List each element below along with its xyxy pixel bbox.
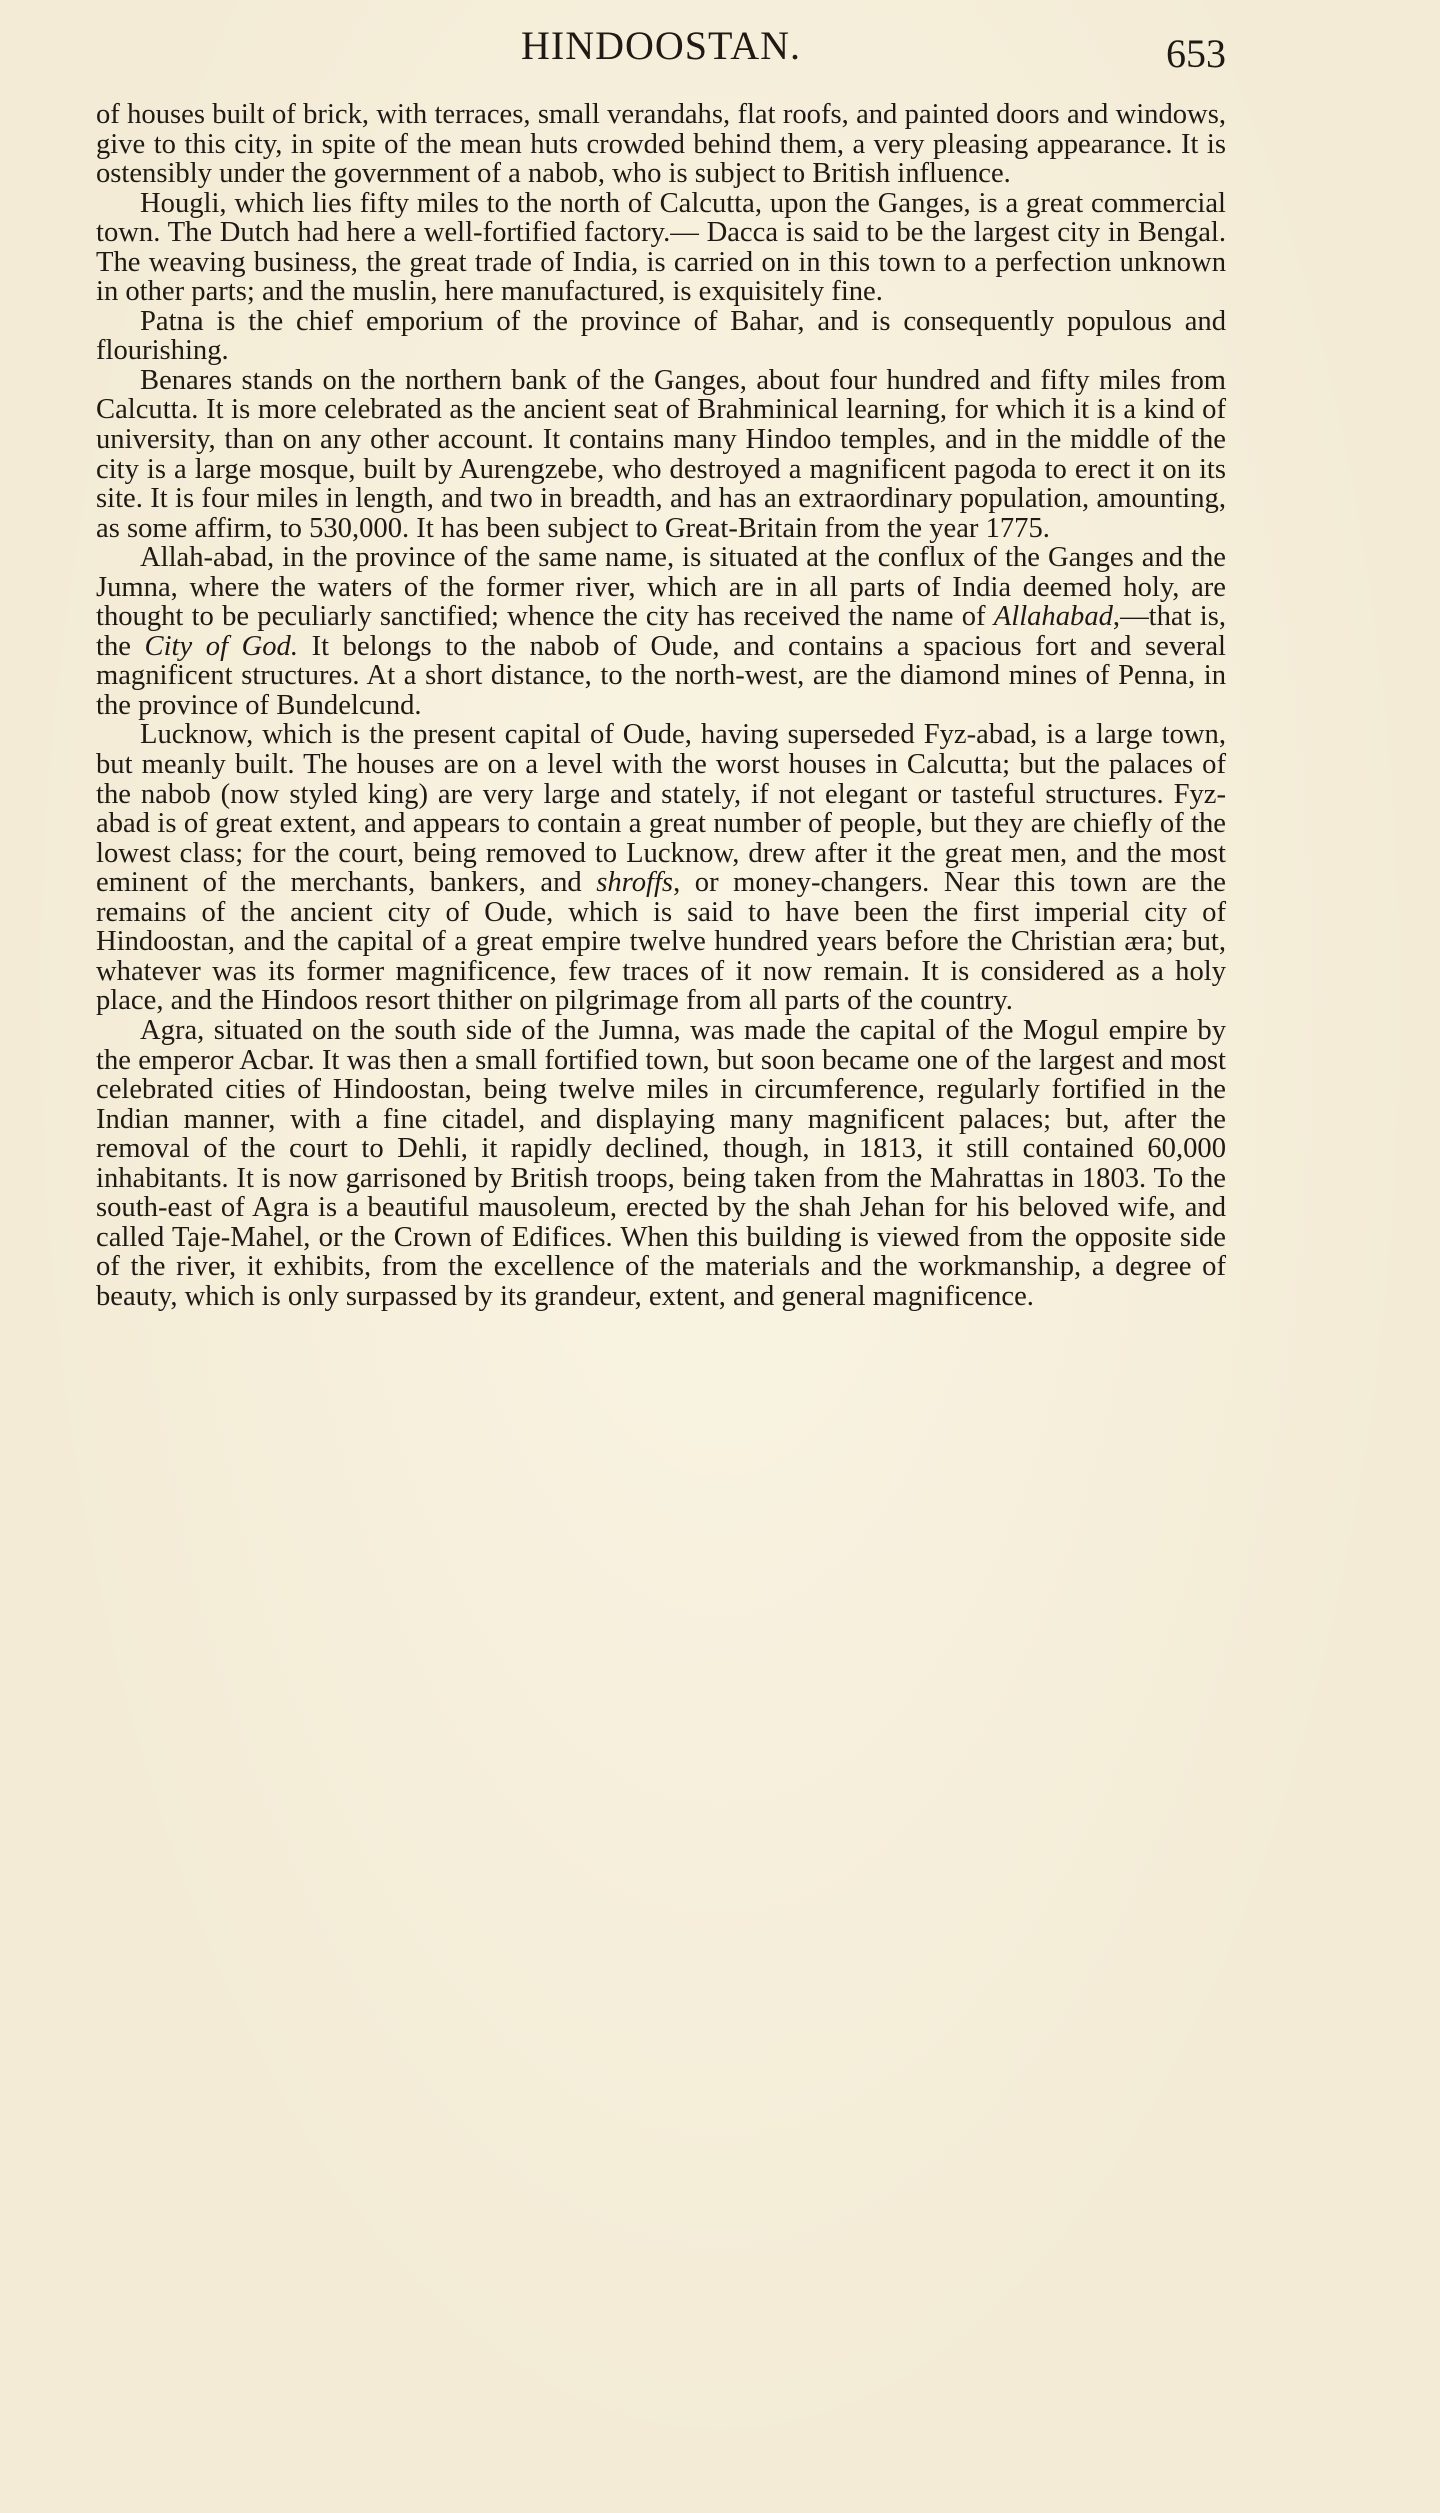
lucknow-text-a: Lucknow, which is the present capital of Oude, having superseded Fyz-abad, is a large town, but meanly built. The houses are on a level with the worst houses in Calcutta; but the palaces of the nabob (now styled king) are very large and stately, if not elegant or tasteful structures. Fyz-abad is of great extent, and appears to contain a great number of people, but they are chiefly of the lowest class; for the court, being removed to Lucknow, drew after it the great men, and the most eminent of the merchants, bankers, and xyxy=(96,719,1226,899)
paragraph-agra: Agra, situated on the south side of the Jumna, was made the capital of the Mogul empire by the emperor Acbar. It was then a small fortified town, but soon became one of the largest and most celebrated cities of Hindoostan, being twelve miles in circumference, regularly fortified in the Indian manner, with a fine citadel, and displaying many magnificent palaces; but, after the removal of the court to Dehli, it rapidly declined, though, in 1813, it still contained 60,000 inhabitants. It is now garrisoned by British troops, being taken from the Mahrattas in 1803. To the south-east of Agra is a beautiful mausoleum, erected by the shah Jehan for his beloved wife, and called Taje-Mahel, or the Crown of Edifices. When this building is viewed from the opposite side of the river, it exhibits, from the excellence of the materials and the workmanship, a degree of beauty, which is only surpassed by its grandeur, extent, and general magnificence. xyxy=(96,1014,1226,1312)
allahabad-text-b: ,—that is, the xyxy=(96,601,1226,662)
body-text xyxy=(96,100,1226,1311)
allahabad-name-italic: Allahabad xyxy=(993,601,1113,633)
allahabad-text-c: It belongs to the nabob of Oude, and contains a spacious fort and several magnificent structures. At a short distance, to the north-west, are the diamond mines of Penna, in the province of Bundelcund. xyxy=(96,630,1226,721)
running-title: HINDOOSTAN. xyxy=(520,23,801,68)
page-number: 653 xyxy=(1166,31,1226,76)
city-of-god-italic: City of God. xyxy=(144,630,299,662)
paragraph-allahabad xyxy=(96,543,1226,720)
shroffs-italic: shroffs xyxy=(596,867,674,899)
paragraph-hougli-dacca: Hougli, which lies fifty miles to the north of Calcutta, upon the Ganges, is a great commercial town. The Dutch had here a well-fortified factory.— Dacca is said to be the largest city in Bengal. The weaving business, the great trade of India, is carried on in this town to a perfection unknown in other parts; and the muslin, here manufactured, is exquisitely fine. xyxy=(96,187,1226,308)
paragraph-benares: Benares stands on the northern bank of the Ganges, about four hundred and fifty miles from Calcutta. It is more celebrated as the ancient seat of Brahminical learning, for which it is a kind of university, than on any other account. It contains many Hindoo temples, and in the middle of the city is a large mosque, built by Aurengzebe, who destroyed a magnificent pagoda to erect it on its site. It is four miles in length, and two in breadth, and has an extraordinary population, amounting, as some affirm, to 530,000. It has been subject to Great-Britain from the year 1775. xyxy=(96,364,1226,544)
paragraph-patna: Patna is the chief emporium of the province of Bahar, and is consequently populous and flourishing. xyxy=(96,305,1226,367)
allahabad-text-a: Allah-abad, in the province of the same name, is situated at the conflux of the Ganges and the Jumna, where the waters of the former river, which are in all parts of India deemed holy, are thought to be peculiarly sanctified; whence the city has received the name of xyxy=(96,542,1226,633)
lucknow-text-b: , or money-changers. Near this town are the remains of the ancient city of Oude, which is said to have been the first imperial city of Hindoostan, and the capital of a great empire twelve hundred years before the Christian æra; but, whatever was its former magnificence, few traces of it now remain. It is considered as a holy place, and the Hindoos resort thither on pilgrimage from all parts of the country. xyxy=(96,867,1226,1017)
paragraph-continuation: of houses built of brick, with terraces, small verandahs, flat roofs, and painted doors and windows, give to this city, in spite of the mean huts crowded behind them, a very pleasing appearance. It is ostensibly under the government of a nabob, who is subject to British influence. xyxy=(96,99,1226,190)
running-head xyxy=(96,22,1226,82)
paragraph-lucknow xyxy=(96,720,1226,1015)
